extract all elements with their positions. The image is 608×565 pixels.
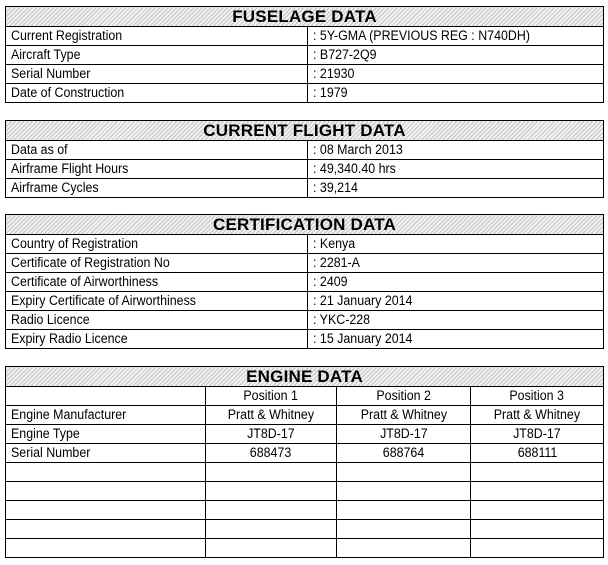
row-value: : 08 March 2013: [308, 141, 604, 160]
table-row: [6, 27, 604, 46]
empty-cell: [337, 463, 471, 482]
empty-cell: [206, 501, 337, 520]
row-label: Serial Number: [6, 65, 308, 84]
empty-cell: [337, 539, 471, 558]
empty-cell: [6, 482, 206, 501]
table-row: [6, 292, 604, 311]
engine-data-title: ENGINE DATA: [6, 367, 604, 387]
row-value: : B727-2Q9: [308, 46, 604, 65]
row-value: JT8D-17: [206, 425, 337, 444]
row-label: Airframe Cycles: [6, 179, 308, 198]
row-label: Radio Licence: [6, 311, 308, 330]
row-label: Airframe Flight Hours: [6, 160, 308, 179]
table-row: [6, 179, 604, 198]
row-value: 688473: [206, 444, 337, 463]
row-label: Date of Construction: [6, 84, 308, 103]
row-label: Expiry Certificate of Airworthiness: [6, 292, 308, 311]
certification-data-title: CERTIFICATION DATA: [6, 215, 604, 235]
row-value: 688764: [337, 444, 471, 463]
empty-row: [6, 463, 604, 482]
row-value: : 39,214: [308, 179, 604, 198]
empty-cell: [206, 520, 337, 539]
table-row: [6, 406, 604, 425]
row-value: : 15 January 2014: [308, 330, 604, 349]
empty-row: [6, 539, 604, 558]
engine-data-table: [5, 366, 604, 558]
empty-cell: [6, 387, 206, 406]
row-value: Pratt & Whitney: [471, 406, 604, 425]
table-row: [6, 311, 604, 330]
empty-cell: [471, 520, 604, 539]
table-row: [6, 235, 604, 254]
table-row: [6, 273, 604, 292]
empty-cell: [471, 501, 604, 520]
row-value: : 2409: [308, 273, 604, 292]
empty-cell: [337, 520, 471, 539]
row-value: Pratt & Whitney: [337, 406, 471, 425]
row-label: Country of Registration: [6, 235, 308, 254]
current-flight-data-title: CURRENT FLIGHT DATA: [6, 121, 604, 141]
empty-cell: [337, 501, 471, 520]
empty-cell: [6, 501, 206, 520]
table-row: [6, 160, 604, 179]
empty-row: [6, 482, 604, 501]
row-value: JT8D-17: [471, 425, 604, 444]
empty-cell: [206, 463, 337, 482]
row-value: : 5Y-GMA (PREVIOUS REG : N740DH): [308, 27, 604, 46]
empty-cell: [6, 539, 206, 558]
empty-cell: [471, 482, 604, 501]
row-label: Aircraft Type: [6, 46, 308, 65]
row-value: : 1979: [308, 84, 604, 103]
empty-cell: [206, 482, 337, 501]
row-value: : 49,340.40 hrs: [308, 160, 604, 179]
row-value: : 2281-A: [308, 254, 604, 273]
row-value: JT8D-17: [337, 425, 471, 444]
row-value: 688111: [471, 444, 604, 463]
row-value: : Kenya: [308, 235, 604, 254]
row-label: Data as of: [6, 141, 308, 160]
table-row: [6, 46, 604, 65]
row-label: Serial Number: [6, 444, 206, 463]
row-value: : 21 January 2014: [308, 292, 604, 311]
empty-cell: [206, 539, 337, 558]
row-label: Engine Type: [6, 425, 206, 444]
empty-cell: [337, 482, 471, 501]
row-label: Certificate of Registration No: [6, 254, 308, 273]
empty-cell: [471, 463, 604, 482]
table-row: [6, 254, 604, 273]
fuselage-data-table: [5, 6, 604, 103]
row-label: Expiry Radio Licence: [6, 330, 308, 349]
table-row: [6, 141, 604, 160]
fuselage-data-title: FUSELAGE DATA: [6, 7, 604, 27]
empty-cell: [471, 539, 604, 558]
row-value: Pratt & Whitney: [206, 406, 337, 425]
current-flight-data-table: [5, 120, 604, 198]
row-label: Current Registration: [6, 27, 308, 46]
empty-row: [6, 520, 604, 539]
empty-row: [6, 501, 604, 520]
position-header: Position 1: [206, 387, 337, 406]
table-row: [6, 425, 604, 444]
empty-cell: [6, 520, 206, 539]
table-row: [6, 444, 604, 463]
row-label: Engine Manufacturer: [6, 406, 206, 425]
certification-data-table: [5, 214, 604, 349]
empty-cell: [6, 463, 206, 482]
table-row: [6, 330, 604, 349]
row-label: Certificate of Airworthiness: [6, 273, 308, 292]
row-value: : YKC-228: [308, 311, 604, 330]
table-row: [6, 65, 604, 84]
position-header: Position 3: [471, 387, 604, 406]
row-value: : 21930: [308, 65, 604, 84]
position-header: Position 2: [337, 387, 471, 406]
table-row: [6, 84, 604, 103]
engine-position-header-row: [6, 387, 604, 406]
